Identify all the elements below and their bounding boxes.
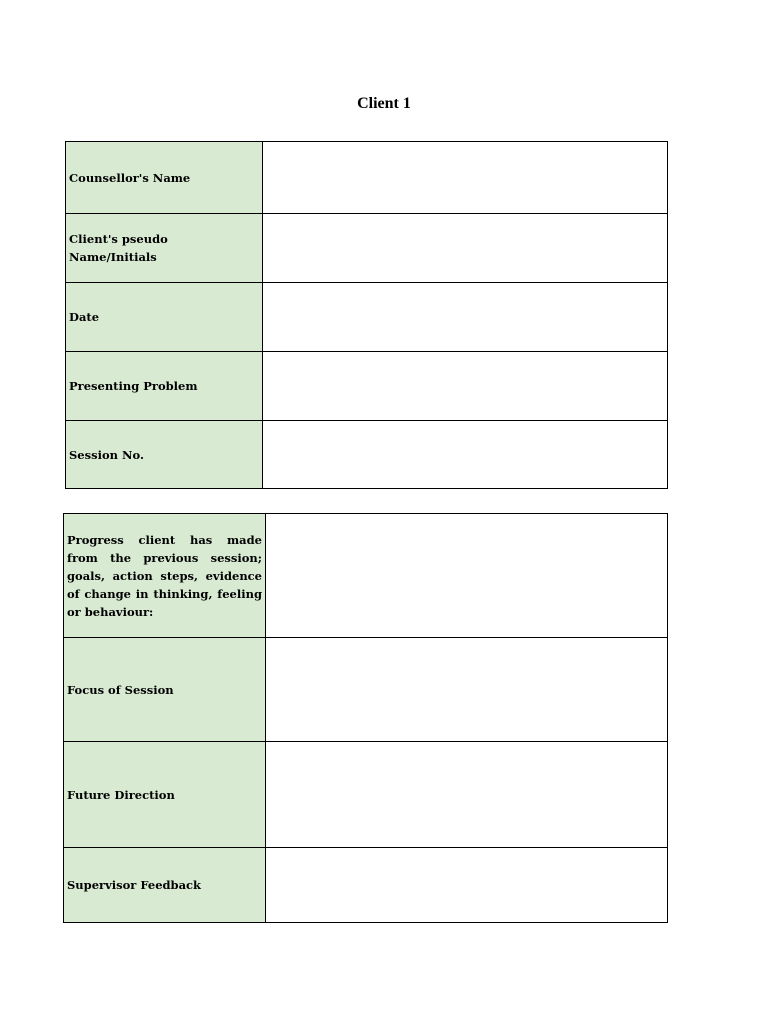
supervisor-feedback-field[interactable] <box>266 848 668 923</box>
counsellor-name-label: Counsellor's Name <box>66 142 263 214</box>
table-row <box>66 283 668 352</box>
session-notes-table <box>63 513 668 923</box>
date-label: Date <box>66 283 263 352</box>
future-direction-field[interactable] <box>266 742 668 848</box>
table-row <box>64 742 668 848</box>
client-pseudo-name-label: Client's pseudo Name/Initials <box>66 214 263 283</box>
future-direction-label: Future Direction <box>64 742 266 848</box>
page-title: Client 1 <box>357 95 411 112</box>
client-pseudo-name-field[interactable] <box>263 214 668 283</box>
table-row <box>66 142 668 214</box>
focus-of-session-label: Focus of Session <box>64 638 266 742</box>
table-row <box>66 421 668 489</box>
session-number-field[interactable] <box>263 421 668 489</box>
date-field[interactable] <box>263 283 668 352</box>
supervisor-feedback-label: Supervisor Feedback <box>64 848 266 923</box>
presenting-problem-label: Presenting Problem <box>66 352 263 421</box>
table-row <box>66 214 668 283</box>
presenting-problem-field[interactable] <box>263 352 668 421</box>
focus-of-session-field[interactable] <box>266 638 668 742</box>
counsellor-name-field[interactable] <box>263 142 668 214</box>
session-details-table <box>65 141 668 489</box>
table-row <box>64 638 668 742</box>
table-row <box>64 514 668 638</box>
progress-label: Progress client has made from the previous session; goals, action steps, evidence of change in thinking, feeling or behaviour: <box>64 514 266 638</box>
session-number-label: Session No. <box>66 421 263 489</box>
table-row <box>64 848 668 923</box>
table-row <box>66 352 668 421</box>
progress-field[interactable] <box>266 514 668 638</box>
